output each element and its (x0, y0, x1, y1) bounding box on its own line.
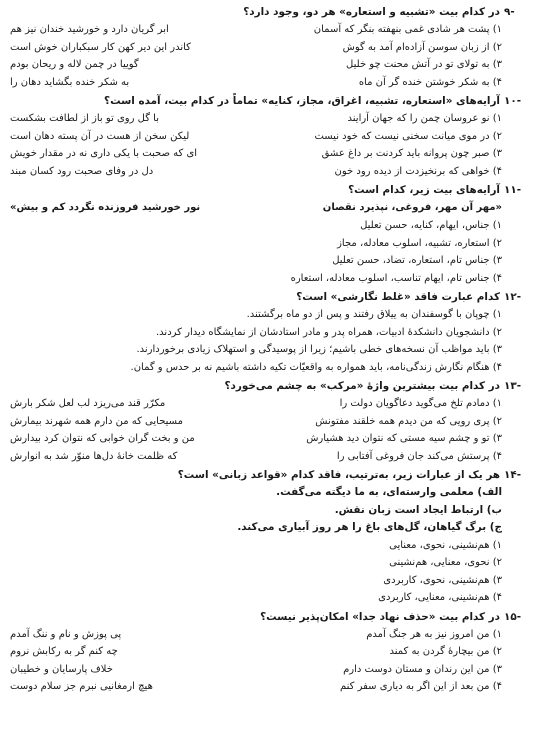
option-2[interactable]: ۲) نحوی، معنایی، هم‌نشینی (389, 557, 502, 568)
option-3[interactable]: ۳) صبر چون پروانه باید کردنت بر داغ عشق ای که صحبت با یکی داری نه در مقدار خویش (10, 148, 502, 159)
question-12 (10, 289, 528, 376)
option-3[interactable]: ۳) جناس تام، استعاره، تضاد، حسن تعلیل (332, 255, 502, 266)
option-4[interactable]: ۴) هنگام نگارش زندگی‌نامه، باید همواره به واقعیّات تکیه داشته باشیم نه بر حدس و گمان. (130, 361, 502, 373)
question-stem: در کدام بیت «حذف نهاد جدا» امکان‌پذیر نیست؟ (260, 610, 500, 623)
question-stem: آرایه‌های بیت زیر، کدام است؟ (348, 184, 500, 196)
sentence-jim: ج) برگ گیاهان، گل‌های باغ را هر روز آبیاری می‌کند. (237, 521, 502, 533)
options-grid (10, 217, 502, 287)
question-11 (10, 182, 528, 287)
question-15 (10, 609, 528, 696)
sentence-be: ب) ارتباط ایجاد است زبان نقش. (334, 503, 502, 516)
option-3[interactable]: ۳) من این رندان و مستان دوست دارم خلاف پارسایان و خطیبان (10, 663, 502, 675)
question-14 (10, 467, 528, 607)
option-1[interactable]: ۱) من امروز نیز به هر جنگ آمدم پی پوزش و نام و ننگ آمدم (10, 628, 502, 640)
option-3[interactable]: ۳) به تولای تو در آتش محنت چو خلیل گوییا در چمن لاله و ریحان بودم (10, 59, 502, 70)
sentence-alef: الف) معلمی وارسته‌ای، به ما دیگته می‌گفت. (276, 486, 502, 498)
question-number: -۱۰ (504, 95, 522, 107)
option-2[interactable]: ۲) در موی میانت سخنی نیست که خود نیست لیکن سخن از هست در آن پسته دهان است (10, 130, 502, 142)
option-3[interactable]: ۳) هم‌نشینی، نحوی، کاربردی (383, 574, 502, 586)
option-3[interactable]: ۳) باید مواظب آن نسخه‌های خطی باشیم؛ زیرا از پوسیدگی و استهلاک زیادی برخوردارند. (136, 344, 502, 355)
question-13 (10, 378, 528, 465)
quoted-verse (10, 199, 502, 217)
question-stem: آرایه‌های «استعاره، تشبیه، اغراق، مجاز، کنایه» تماماً در کدام بیت، آمده است؟ (104, 95, 500, 107)
option-2[interactable]: ۲) پری رویی که من دیدم همه خلقند مفتونش مسیحایی که من دارم همه شهرند بیمارش (10, 415, 502, 427)
question-9 (10, 4, 528, 91)
option-3[interactable]: ۳) تو و چشم سیه مستی که نتوان دید هشیارش من و بخت گران خوابی که نتوان کرد بیدارش (10, 433, 502, 444)
question-stem: کدام عبارت فاقد «غلط نگارشی» است؟ (296, 291, 500, 303)
option-2[interactable]: ۲) من بیچارهٔ گردن به کمند چه کنم گر به رکابش نروم (10, 646, 502, 657)
option-4[interactable]: ۴) به شکر خوشتن خنده گر آن ماه به شکر خنده بگشاید دهان را (10, 76, 502, 88)
option-1[interactable]: ۱) پشت هر شادی غمی بنهفته بنگر که آسمان ابر گریان دارد و خورشید خندان نیز هم (10, 24, 502, 35)
option-4[interactable]: ۴) هم‌نشینی، معنایی، کاربردی (378, 592, 502, 603)
question-10 (10, 93, 528, 180)
option-4[interactable]: ۴) پرستش می‌کند جان فروغی آفتابی را که ظلمت خانهٔ دل‌ها منوّر شد به انوارش (10, 450, 502, 462)
option-2[interactable]: ۲) استعاره، تشبیه، اسلوب معادله، مجاز (337, 237, 502, 249)
option-4[interactable]: ۴) من بعد از این اگر به دیاری سفر کنم هیچ ارمغانیی نبرم جز سلام دوست (10, 681, 502, 692)
verse-second-half: نور خورشید فروزنده نگردد کم و بیش» (10, 202, 201, 213)
question-stem: هر یک از عبارات زیر، به‌ترتیب، فاقد کدام «قواعد زبانی» است؟ (177, 469, 500, 481)
option-4[interactable]: ۴) خواهی که برنخیزدت از دیده رود خون دل در وفای صحبت رود کسان مبند (10, 165, 502, 177)
options-grid (10, 537, 502, 607)
question-number: -۱۱ (504, 184, 522, 196)
option-1[interactable]: ۱) هم‌نشینی، نحوی، معنایی (389, 539, 502, 551)
option-1[interactable]: ۱) چوپان با گوسفندان به ییلاق رفتند و پس از دو ماه برگشتند. (246, 309, 502, 320)
question-number: -۱۳ (504, 380, 522, 392)
option-4[interactable]: ۴) جناس تام، ایهام تناسب، اسلوب معادله، استعاره (290, 272, 502, 284)
question-number: -۹ (504, 6, 515, 18)
option-2[interactable]: ۲) دانشجویان دانشکدهٔ ادبیات، همراه پدر و مادر استادشان از نمایشگاه دیدار کردند. (156, 326, 502, 338)
option-1[interactable]: ۱) نو عروسان چمن را که جهان آرایند با گل روی تو باز از لطافت بشکست (10, 113, 502, 124)
question-number: -۱۴ (504, 469, 522, 481)
question-stem: در کدام بیت «تشبیه و استعاره» هر دو، وجود دارد؟ (243, 6, 500, 18)
question-number: -۱۲ (504, 291, 522, 303)
question-number: -۱۵ (504, 610, 522, 623)
verse-first-half: «مهر آن مهر، فروغی، نپذیرد نقصان (322, 202, 502, 213)
option-1[interactable]: ۱) دمادم تلخ می‌گوید دعاگویان دولت را مکرّر قند می‌ریزد لب لعل شکر بارش (10, 398, 502, 409)
option-2[interactable]: ۲) از زبان سوسن آزاده‌ام آمد به گوش کاندر این دیر کهن کار سبکباران خوش است (10, 41, 502, 53)
question-stem: در کدام بیت بیشترین واژهٔ «مرکب» به چشم می‌خورد؟ (224, 380, 500, 392)
option-1[interactable]: ۱) جناس، ایهام، کنایه، حسن تعلیل (360, 220, 502, 231)
